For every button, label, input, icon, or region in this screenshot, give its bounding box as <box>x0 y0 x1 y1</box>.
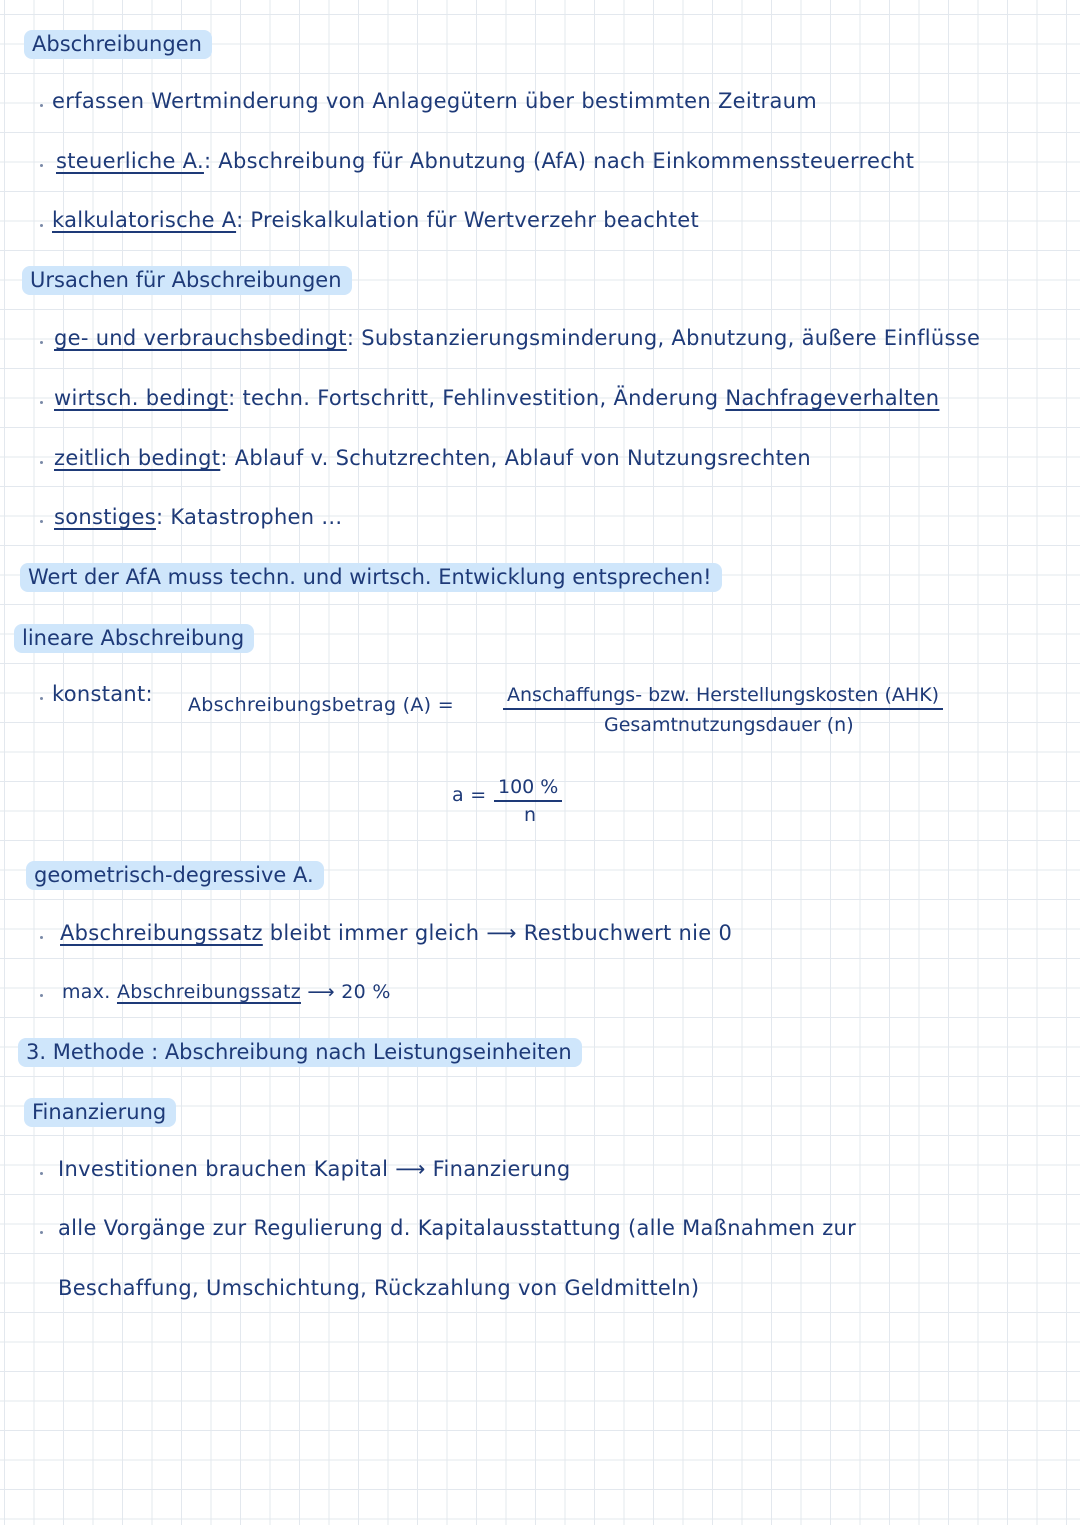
afa-note: Wert der AfA muss techn. und wirtsch. Entwicklung entsprechen! <box>20 563 722 592</box>
bullet <box>40 994 43 997</box>
bullet <box>40 936 43 939</box>
term-verbrauchsbedingt: ge- und verbrauchsbedingt <box>54 326 347 350</box>
degressiv-item-2 <box>62 981 391 1004</box>
text-20-percent: 20 % <box>341 981 391 1003</box>
bullet <box>40 1172 43 1175</box>
abschreibungen-line-3 <box>52 208 699 233</box>
definition-verbrauchsbedingt: : Substanzierungsminderung, Abnutzung, äußere Einflüsse <box>346 326 981 350</box>
formula-numerator: Anschaffungs- bzw. Herstellungskosten (AHK) <box>503 684 943 710</box>
term-nachfrageverhalten: Nachfrageverhalten <box>725 386 940 410</box>
arrow-icon: ⟶ <box>486 921 517 945</box>
text-investitionen: Investitionen brauchen Kapital <box>58 1157 389 1181</box>
bullet <box>40 104 43 107</box>
term-kalkulatorische: kalkulatorische A <box>52 208 237 232</box>
abschreibungen-line-1: erfassen Wertminderung von Anlagegütern über bestimmten Zeitraum <box>52 89 817 113</box>
arrow-icon: ⟶ <box>395 1157 426 1181</box>
bullet <box>40 461 43 464</box>
definition-sonstiges: : Katastrophen ... <box>156 505 343 529</box>
bullet <box>40 697 43 700</box>
text-max: max. <box>62 981 111 1003</box>
ursachen-item-4 <box>54 505 342 530</box>
formula-abschreibungsbetrag: Abschreibungsbetrag (A) = <box>188 694 454 716</box>
text-finanzierung: Finanzierung <box>432 1157 571 1181</box>
bullet <box>40 401 43 404</box>
term-zeitlich-bedingt: zeitlich bedingt <box>54 446 221 470</box>
arrow-icon: ⟶ <box>307 981 335 1003</box>
degressiv-item-1 <box>60 921 732 946</box>
formula-denominator: Gesamtnutzungsdauer (n) <box>604 714 854 736</box>
definition-steuerliche: : Abschreibung für Abnutzung (AfA) nach Einkommenssteuerrecht <box>203 149 915 173</box>
ursachen-item-1 <box>54 326 980 351</box>
finanzierung-item-2-continued: Beschaffung, Umschichtung, Rückzahlung von Geldmitteln) <box>58 1276 700 1300</box>
bullet <box>40 224 43 227</box>
ursachen-item-3 <box>54 446 811 471</box>
rate-numerator: 100 % <box>494 776 562 802</box>
definition-zeitlich-bedingt: : Ablauf v. Schutzrechten, Ablauf von Nutzungsrechten <box>220 446 812 470</box>
text-restbuchwert: Restbuchwert nie 0 <box>523 921 733 945</box>
term-steuerliche: steuerliche A. <box>56 149 204 173</box>
rate-denominator: n <box>524 804 537 826</box>
bullet <box>40 164 43 167</box>
konstant-label: konstant: <box>52 682 153 706</box>
finanzierung-item-2: alle Vorgänge zur Regulierung d. Kapitalausstattung (alle Maßnahmen zur <box>58 1216 857 1240</box>
definition-kalkulatorische: : Preiskalkulation für Wertverzehr beachtet <box>236 208 700 232</box>
abschreibungen-line-2 <box>56 149 914 174</box>
bullet <box>40 1231 43 1234</box>
term-abschreibungssatz-max: Abschreibungssatz <box>116 981 301 1003</box>
heading-degressiv: geometrisch-degressive A. <box>26 861 324 890</box>
text-bleibt-gleich: bleibt immer gleich <box>269 921 480 945</box>
definition-wirtsch-bedingt: : techn. Fortschritt, Fehlinvestition, Änderung <box>228 386 719 410</box>
ursachen-item-2 <box>54 386 939 411</box>
heading-linear: lineare Abschreibung <box>14 624 254 653</box>
term-abschreibungssatz: Abschreibungssatz <box>60 921 263 945</box>
heading-ursachen: Ursachen für Abschreibungen <box>22 266 352 295</box>
heading-finanzierung: Finanzierung <box>24 1098 176 1127</box>
term-wirtsch-bedingt: wirtsch. bedingt <box>54 386 229 410</box>
finanzierung-item-1 <box>58 1157 570 1182</box>
heading-abschreibungen: Abschreibungen <box>24 30 212 59</box>
term-sonstiges: sonstiges <box>54 505 156 529</box>
rate-a-equals: a = <box>452 784 487 806</box>
heading-methode-3: 3. Methode : Abschreibung nach Leistungseinheiten <box>18 1038 582 1067</box>
bullet <box>40 341 43 344</box>
bullet <box>40 520 43 523</box>
